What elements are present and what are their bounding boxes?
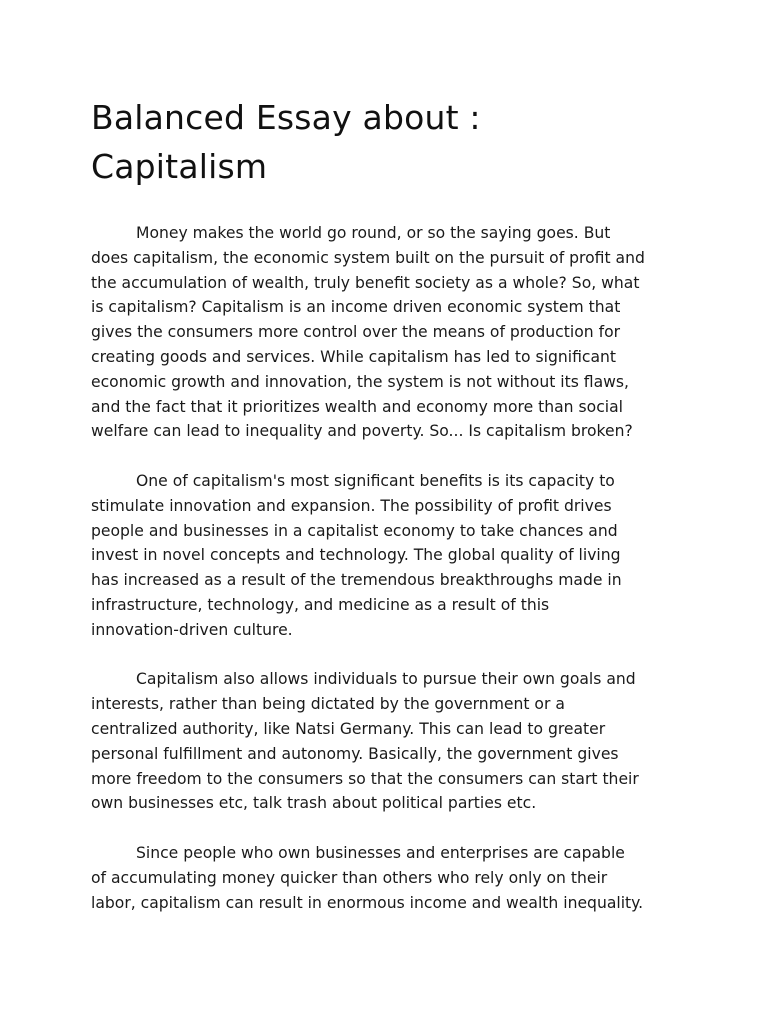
paragraph-line: One of capitalism's most significant benefits is its capacity to xyxy=(136,471,615,490)
paragraph-line: innovation-driven culture. xyxy=(91,620,293,639)
paragraph-line: creating goods and services. While capitalism has led to significant xyxy=(91,347,617,366)
paragraph-line: invest in novel concepts and technology. The global quality of living xyxy=(91,546,621,565)
paragraph-line: Capitalism also allows individuals to pursue their own goals and xyxy=(136,670,636,689)
paragraph-line: gives the consumers more control over the means of production for xyxy=(91,323,621,342)
paragraph-2 xyxy=(91,469,701,643)
paragraph-line: centralized authority, like Natsi Germany. This can lead to greater xyxy=(91,719,606,738)
paragraph-line: Money makes the world go round, or so the saying goes. But xyxy=(136,224,611,242)
paragraph-3 xyxy=(91,667,701,816)
paragraph-line: stimulate innovation and expansion. The possibility of profit drives xyxy=(91,496,612,515)
paragraph-1 xyxy=(91,221,701,444)
paragraph-line: labor, capitalism can result in enormous income and wealth inequality. xyxy=(91,893,644,912)
paragraph-line: own businesses etc, talk trash about political parties etc. xyxy=(91,794,537,813)
paragraph-line: economic growth and innovation, the system is not without its flaws, xyxy=(91,372,630,391)
paragraph-line: welfare can lead to inequality and poverty. So... Is capitalism broken? xyxy=(91,422,633,441)
paragraph-line: the accumulation of wealth, truly benefit society as a whole? So, what xyxy=(91,273,640,292)
essay-body xyxy=(91,221,701,940)
paragraph-line: Since people who own businesses and enterprises are capable xyxy=(136,843,625,862)
paragraph-line: does capitalism, the economic system built on the pursuit of profit and xyxy=(91,248,645,267)
paragraph-line: has increased as a result of the tremendous breakthroughs made in xyxy=(91,571,622,590)
paragraph-line: and the fact that it prioritizes wealth and economy more than social xyxy=(91,397,623,416)
paragraph-line: of accumulating money quicker than others who rely only on their xyxy=(91,868,608,887)
essay-title xyxy=(91,93,691,191)
essay-title-line-1: Balanced Essay about : xyxy=(91,98,481,137)
paragraph-line: personal fulfillment and autonomy. Basically, the government gives xyxy=(91,744,619,763)
paragraph-line: people and businesses in a capitalist economy to take chances and xyxy=(91,521,618,540)
essay-title-line-2: Capitalism xyxy=(91,147,268,186)
paragraph-4 xyxy=(91,841,701,915)
paragraph-line: is capitalism? Capitalism is an income driven economic system that xyxy=(91,298,621,317)
paragraph-line: more freedom to the consumers so that the consumers can start their xyxy=(91,769,639,788)
paragraph-line: infrastructure, technology, and medicine as a result of this xyxy=(91,595,550,614)
paragraph-line: interests, rather than being dictated by the government or a xyxy=(91,695,565,714)
